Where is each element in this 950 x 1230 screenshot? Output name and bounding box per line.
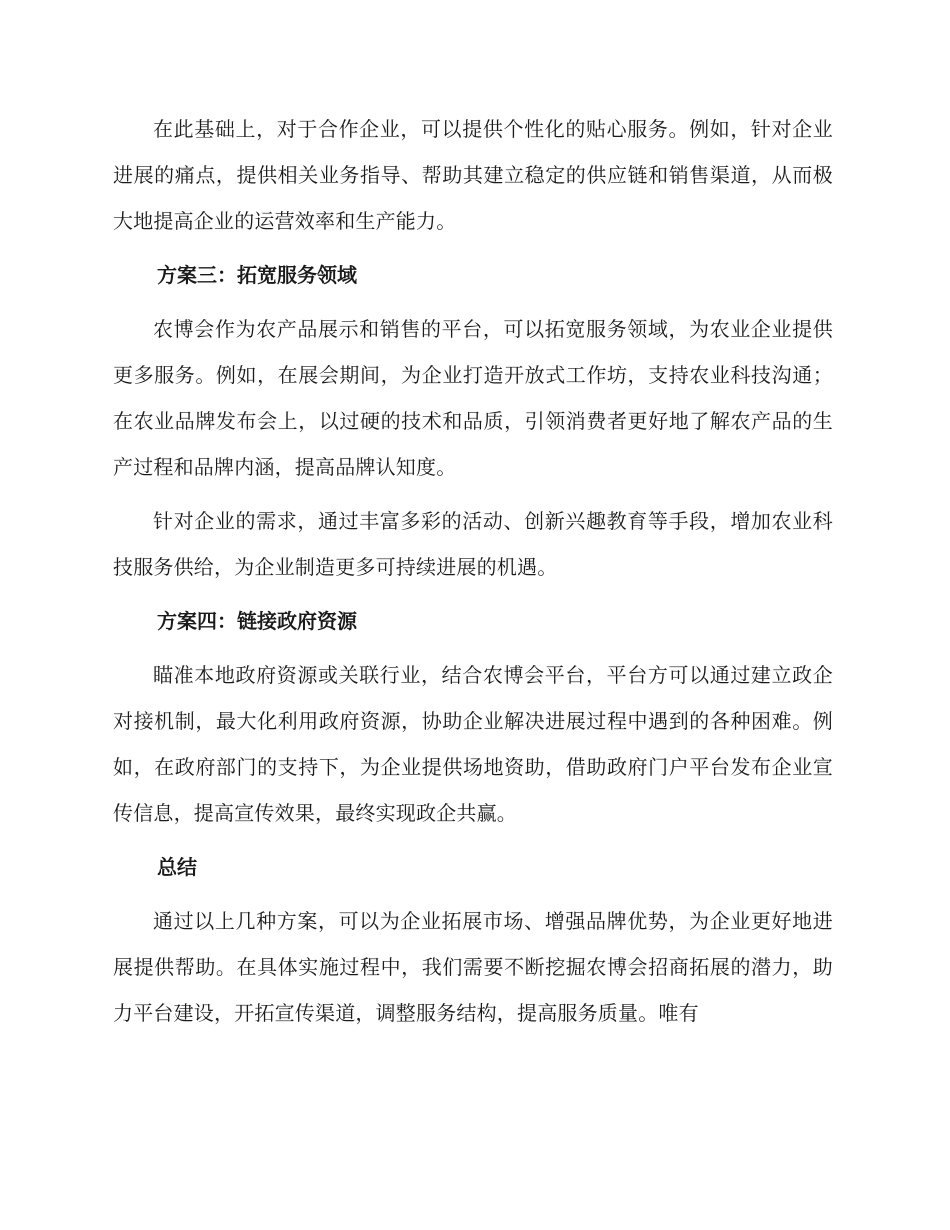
paragraph-service: 在此基础上，对于合作企业，可以提供个性化的贴心服务。例如，针对企业进展的痛点，提供相关业务指导、帮助其建立稳定的供应链和销售渠道，从而极大地提高企业的运营效率和生产能力。 xyxy=(113,117,833,233)
paragraph-enterprise-needs: 针对企业的需求，通过丰富多彩的活动、创新兴趣教育等手段，增加农业科技服务供给，为企业制造更多可持续进展的机遇。 xyxy=(113,509,833,579)
paragraph-summary: 通过以上几种方案，可以为企业拓展市场、增强品牌优势，为企业更好地进展提供帮助。在具体实施过程中，我们需要不断挖掘农博会招商拓展的潜力，助力平台建设，开拓宣传渠道，调整服务结构，提高服务质量。唯有 xyxy=(113,909,833,1025)
document-body xyxy=(113,106,833,1036)
heading-summary: 总结 xyxy=(157,855,197,879)
heading-plan-four: 方案四：链接政府资源 xyxy=(157,609,357,633)
paragraph-expand-services: 农博会作为农产品展示和销售的平台，可以拓宽服务领域，为农业企业提供更多服务。例如，在展会期间，为企业打造开放式工作坊，支持农业科技沟通；在农业品牌发布会上，以过硬的技术和品质，引领消费者更好地了解农产品的生产过程和品牌内涵，提高品牌认知度。 xyxy=(113,317,833,479)
heading-plan-three: 方案三：拓宽服务领域 xyxy=(157,263,357,287)
paragraph-government-resources: 瞄准本地政府资源或关联行业，结合农博会平台，平台方可以通过建立政企对接机制，最大化利用政府资源，协助企业解决进展过程中遇到的各种困难。例如，在政府部门的支持下，为企业提供场地资助，借助政府门户平台发布企业宣传信息，提高宣传效果，最终实现政企共赢。 xyxy=(113,663,833,825)
